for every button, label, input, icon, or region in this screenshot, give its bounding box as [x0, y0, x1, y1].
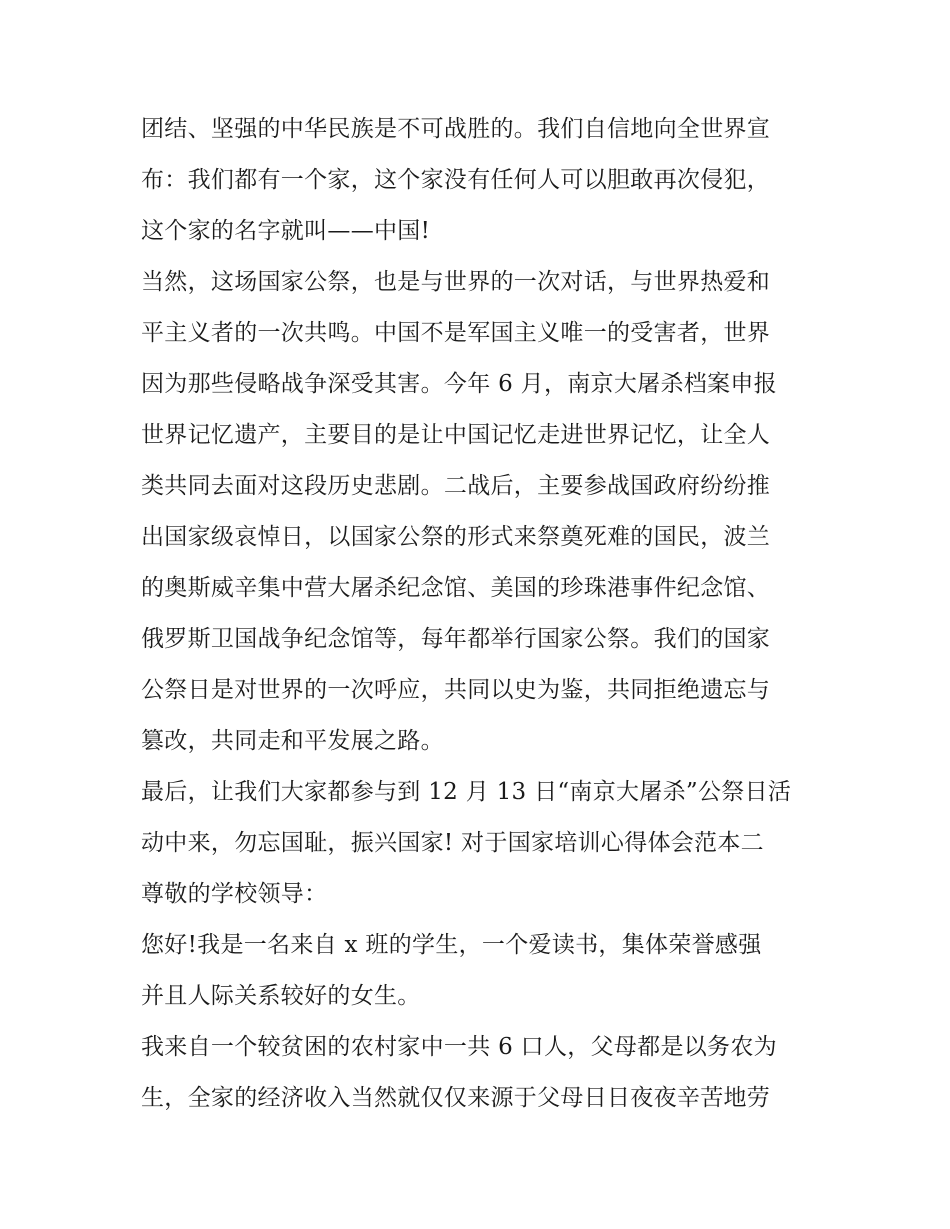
text-line: 我来自一个较贫困的农村家中一共 6 口人，父母都是以务农为: [141, 1034, 777, 1060]
text-line: 公祭日是对世界的一次呼应，共同以史为鉴，共同拒绝遗忘与: [141, 677, 771, 703]
text-line: 的奥斯威辛集中营大屠杀纪念馆、美国的珍珠港事件纪念馆、: [141, 575, 771, 601]
text-line: 类共同去面对这段历史悲剧。二战后，主要参战国政府纷纷推: [141, 473, 771, 499]
text-line: 生，全家的经济收入当然就仅仅来源于父母日日夜夜辛苦地劳: [141, 1085, 771, 1111]
text-line: 并且人际关系较好的女生。: [141, 983, 421, 1009]
text-line: 世界记忆遗产，主要目的是让中国记忆走进世界记忆，让全人: [141, 422, 771, 448]
document-body: [141, 104, 821, 1124]
text-line: 俄罗斯卫国战争纪念馆等，每年都举行国家公祭。我们的国家: [141, 626, 771, 652]
text-line: 篡改，共同走和平发展之路。: [141, 728, 444, 754]
text-line: 这个家的名字就叫——中国!: [141, 218, 431, 244]
text-line: 平主义者的一次共鸣。中国不是军国主义唯一的受害者，世界: [141, 320, 771, 346]
text-line: 尊敬的学校领导：: [141, 881, 328, 907]
text-line: 团结、坚强的中华民族是不可战胜的。我们自信地向全世界宣: [141, 116, 771, 142]
text-line: 因为那些侵略战争深受其害。今年 6 月，南京大屠杀档案申报: [141, 371, 777, 397]
text-line: 当然，这场国家公祭，也是与世界的一次对话，与世界热爱和: [141, 269, 771, 295]
text-line: 您好!我是一名来自 x 班的学生，一个爱读书，集体荣誉感强: [141, 932, 762, 958]
text-line: 布：我们都有一个家，这个家没有任何人可以胆敢再次侵犯，: [141, 167, 771, 193]
text-line: 动中来，勿忘国耻，振兴国家! 对于国家培训心得体会范本二: [141, 830, 764, 856]
text-line: 最后，让我们大家都参与到 12 月 13 日“南京大屠杀”公祭日活: [141, 779, 792, 805]
text-line: 出国家级哀悼日，以国家公祭的形式来祭奠死难的国民，波兰: [141, 524, 771, 550]
